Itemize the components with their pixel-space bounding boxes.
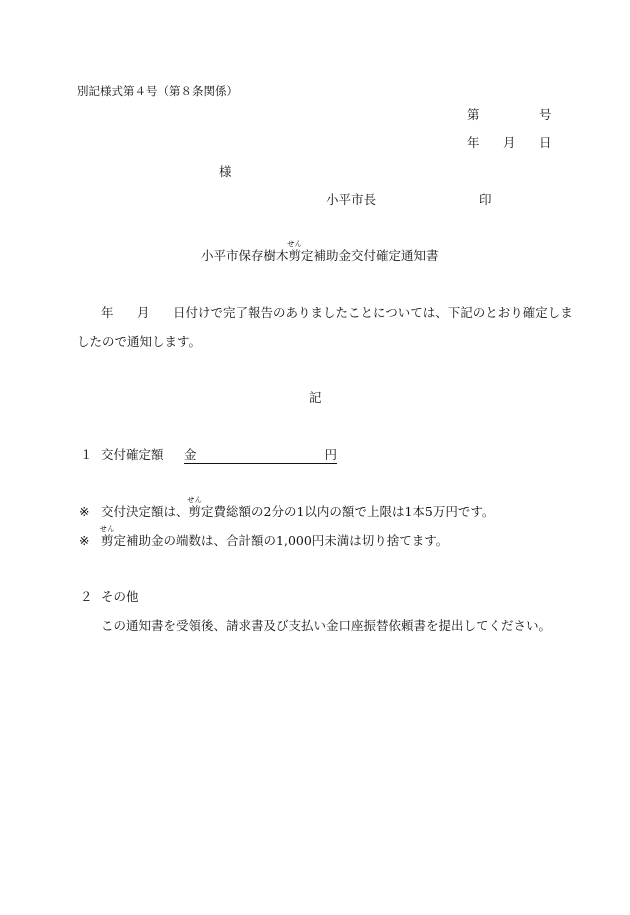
document-title bbox=[201, 240, 439, 263]
addressee-honorific: 様 bbox=[219, 164, 232, 179]
note-2-ruby bbox=[99, 525, 115, 548]
seal-mark: 印 bbox=[479, 192, 492, 207]
number-prefix: 第 bbox=[467, 107, 480, 122]
issuer-name: 小平市長 bbox=[326, 192, 377, 207]
number-suffix: 号 bbox=[539, 107, 552, 122]
form-id: 別記様式第４号（第８条関係） bbox=[77, 84, 238, 98]
note-2-mark: ※ bbox=[79, 533, 90, 548]
title-ruby bbox=[287, 240, 303, 263]
title-part-1: 小平市保存樹木 bbox=[201, 248, 289, 263]
note-1-mark: ※ bbox=[79, 504, 90, 519]
note-2-part-2: 定補助金の端数は、合計額の1,000円未満は切り捨てます。 bbox=[113, 533, 449, 548]
note-1-ruby bbox=[187, 496, 203, 519]
date-day: 日 bbox=[539, 135, 552, 150]
note-2-ruby-base: 剪 bbox=[101, 533, 114, 548]
title-ruby-base: 剪 bbox=[288, 248, 302, 263]
note-2-text bbox=[99, 525, 449, 548]
date-year: 年 bbox=[467, 135, 480, 150]
item2-number: ２ bbox=[80, 589, 93, 604]
note-1-part-2: 定費総額の2分の1以内の額で上限は1本5万円です。 bbox=[201, 504, 495, 519]
amount-prefix: 金 bbox=[184, 447, 197, 462]
body-month: 月 bbox=[137, 305, 150, 320]
title-ruby-reading: せん bbox=[287, 240, 303, 248]
ki-heading: 記 bbox=[309, 390, 322, 405]
item1-label: 交付確定額 bbox=[101, 447, 164, 462]
note-1-ruby-reading: せん bbox=[187, 496, 203, 504]
title-part-2: 定補助金交付確定通知書 bbox=[301, 248, 439, 263]
item2-label: その他 bbox=[101, 589, 139, 604]
amount-underline bbox=[184, 449, 337, 464]
note-1-part-1: 交付決定額は、 bbox=[101, 504, 189, 519]
date-month: 月 bbox=[503, 135, 516, 150]
note-1-ruby-base: 剪 bbox=[188, 504, 202, 519]
note-2-ruby-reading: せん bbox=[99, 525, 115, 533]
note-1-text bbox=[101, 496, 495, 519]
amount-field bbox=[184, 449, 337, 464]
item1-number: １ bbox=[80, 447, 93, 462]
body-line-1: 日付けで完了報告のありましたことについては、下記のとおり確定しま bbox=[173, 305, 573, 320]
body-line-2: したので通知します。 bbox=[77, 334, 202, 349]
body-year: 年 bbox=[101, 305, 114, 320]
amount-unit: 円 bbox=[324, 447, 337, 462]
item2-text: この通知書を受領後、請求書及び支払い金口座振替依頼書を提出してください。 bbox=[101, 618, 552, 633]
